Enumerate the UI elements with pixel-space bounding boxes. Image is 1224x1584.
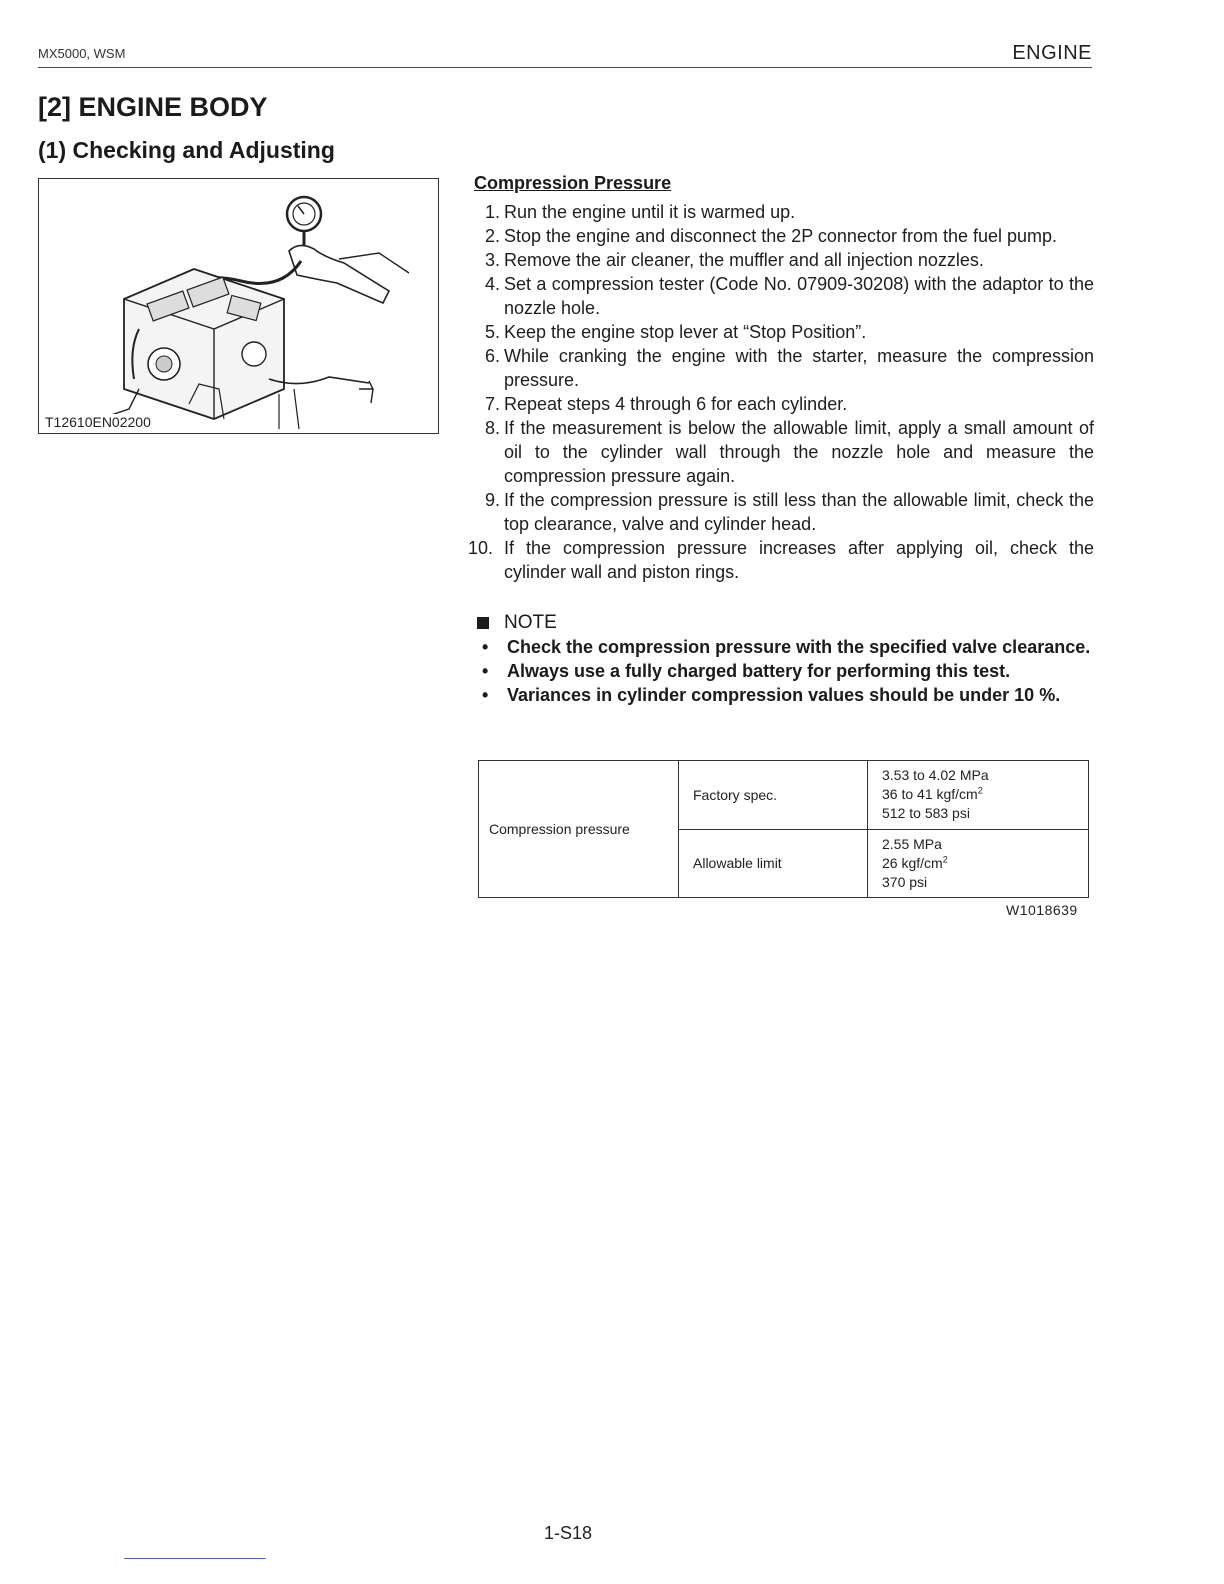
step-item [474, 344, 1094, 392]
spec-item: Compression pressure [479, 761, 679, 898]
step-number: 2. [484, 226, 500, 246]
spec-condition: Factory spec. [679, 761, 868, 830]
step-number: 5. [484, 322, 500, 342]
spec-values [868, 761, 1089, 830]
step-item [474, 320, 1094, 344]
step-number: 4. [484, 274, 500, 294]
step-number: 1. [484, 202, 500, 222]
note-text: Check the compression pressure with the specified valve clearance. [507, 637, 1091, 657]
procedure-heading: Compression Pressure [474, 173, 672, 193]
note-item [474, 659, 1096, 683]
step-number: 7. [484, 394, 500, 414]
superscript: 2 [977, 785, 983, 796]
note-list [474, 635, 1096, 707]
step-item [474, 392, 1094, 416]
spec-value-mpa: 3.53 to 4.02 MPa [882, 767, 989, 784]
step-text: If the compression pressure increases after applying oil, check the cylinder wall and piston rings. [504, 538, 1094, 582]
section-title: [2] ENGINE BODY [38, 92, 268, 122]
step-item [468, 536, 1094, 584]
bullet-icon: • [482, 637, 489, 657]
note-text: Variances in cylinder compression values should be under 10 %. [507, 685, 1061, 705]
step-item [474, 272, 1094, 320]
spec-condition: Allowable limit [679, 829, 868, 898]
step-number: 8. [484, 418, 500, 438]
header-section: ENGINE [1012, 42, 1092, 64]
step-number: 9. [484, 490, 500, 510]
note-item [474, 683, 1096, 707]
note-text: Always use a fully charged battery for performing this test. [507, 661, 1011, 681]
page-number: 1-S18 [544, 1523, 593, 1543]
square-bullet-icon [477, 617, 489, 629]
step-text: Run the engine until it is warmed up. [504, 202, 796, 222]
note-heading [474, 611, 1096, 635]
step-text: Repeat steps 4 through 6 for each cylinder. [504, 394, 848, 414]
step-item [474, 248, 1094, 272]
procedure-steps [468, 200, 1094, 584]
table-row [479, 761, 1089, 830]
header-rule [38, 67, 1092, 68]
spec-values [868, 829, 1089, 898]
spec-value-kgf [882, 785, 1074, 804]
spec-value-kgf-text: 26 kgf/cm [882, 854, 943, 871]
header-model: MX5000, WSM [38, 46, 126, 61]
note-item [474, 635, 1096, 659]
step-text: Keep the engine stop lever at “Stop Position”. [504, 322, 867, 342]
step-number: 6. [484, 346, 500, 366]
superscript: 2 [942, 854, 948, 865]
step-number: 10. [468, 538, 494, 558]
step-text: Remove the air cleaner, the muffler and all injection nozzles. [504, 250, 984, 270]
step-text: Set a compression tester (Code No. 07909-30208) with the adaptor to the nozzle hole. [504, 274, 1094, 318]
step-item [474, 224, 1094, 248]
spec-value-psi: 512 to 583 psi [882, 805, 970, 822]
step-number: 3. [484, 250, 500, 270]
note-heading-text: NOTE [504, 612, 557, 633]
figure-label: T12610EN02200 [42, 414, 154, 430]
subsection-title: (1) Checking and Adjusting [38, 137, 335, 163]
spec-value-mpa: 2.55 MPa [882, 835, 942, 852]
step-text: If the measurement is below the allowable limit, apply a small amount of oil to the cylinder wall through the nozzle hole and measure the compression pressure again. [504, 418, 1094, 486]
step-text: Stop the engine and disconnect the 2P connector from the fuel pump. [504, 226, 1058, 246]
spec-value-kgf [882, 854, 1074, 873]
note-block [474, 611, 1096, 707]
engine-compression-gauge-icon [39, 179, 437, 432]
step-text: If the compression pressure is still less than the allowable limit, check the top clearance, valve and cylinder head. [504, 490, 1094, 534]
bullet-icon: • [482, 661, 489, 681]
step-item [474, 488, 1094, 536]
bullet-icon: • [482, 685, 489, 705]
step-item [474, 200, 1094, 224]
spec-value-kgf-text: 36 to 41 kgf/cm [882, 786, 978, 803]
step-item [474, 416, 1094, 488]
engine-figure [38, 178, 439, 434]
spec-value-psi: 370 psi [882, 873, 928, 890]
spec-table [478, 760, 1089, 898]
footer-rule [124, 1558, 266, 1559]
step-text: While cranking the engine with the starter, measure the compression pressure. [504, 346, 1094, 390]
document-code: W1018639 [1006, 902, 1078, 918]
